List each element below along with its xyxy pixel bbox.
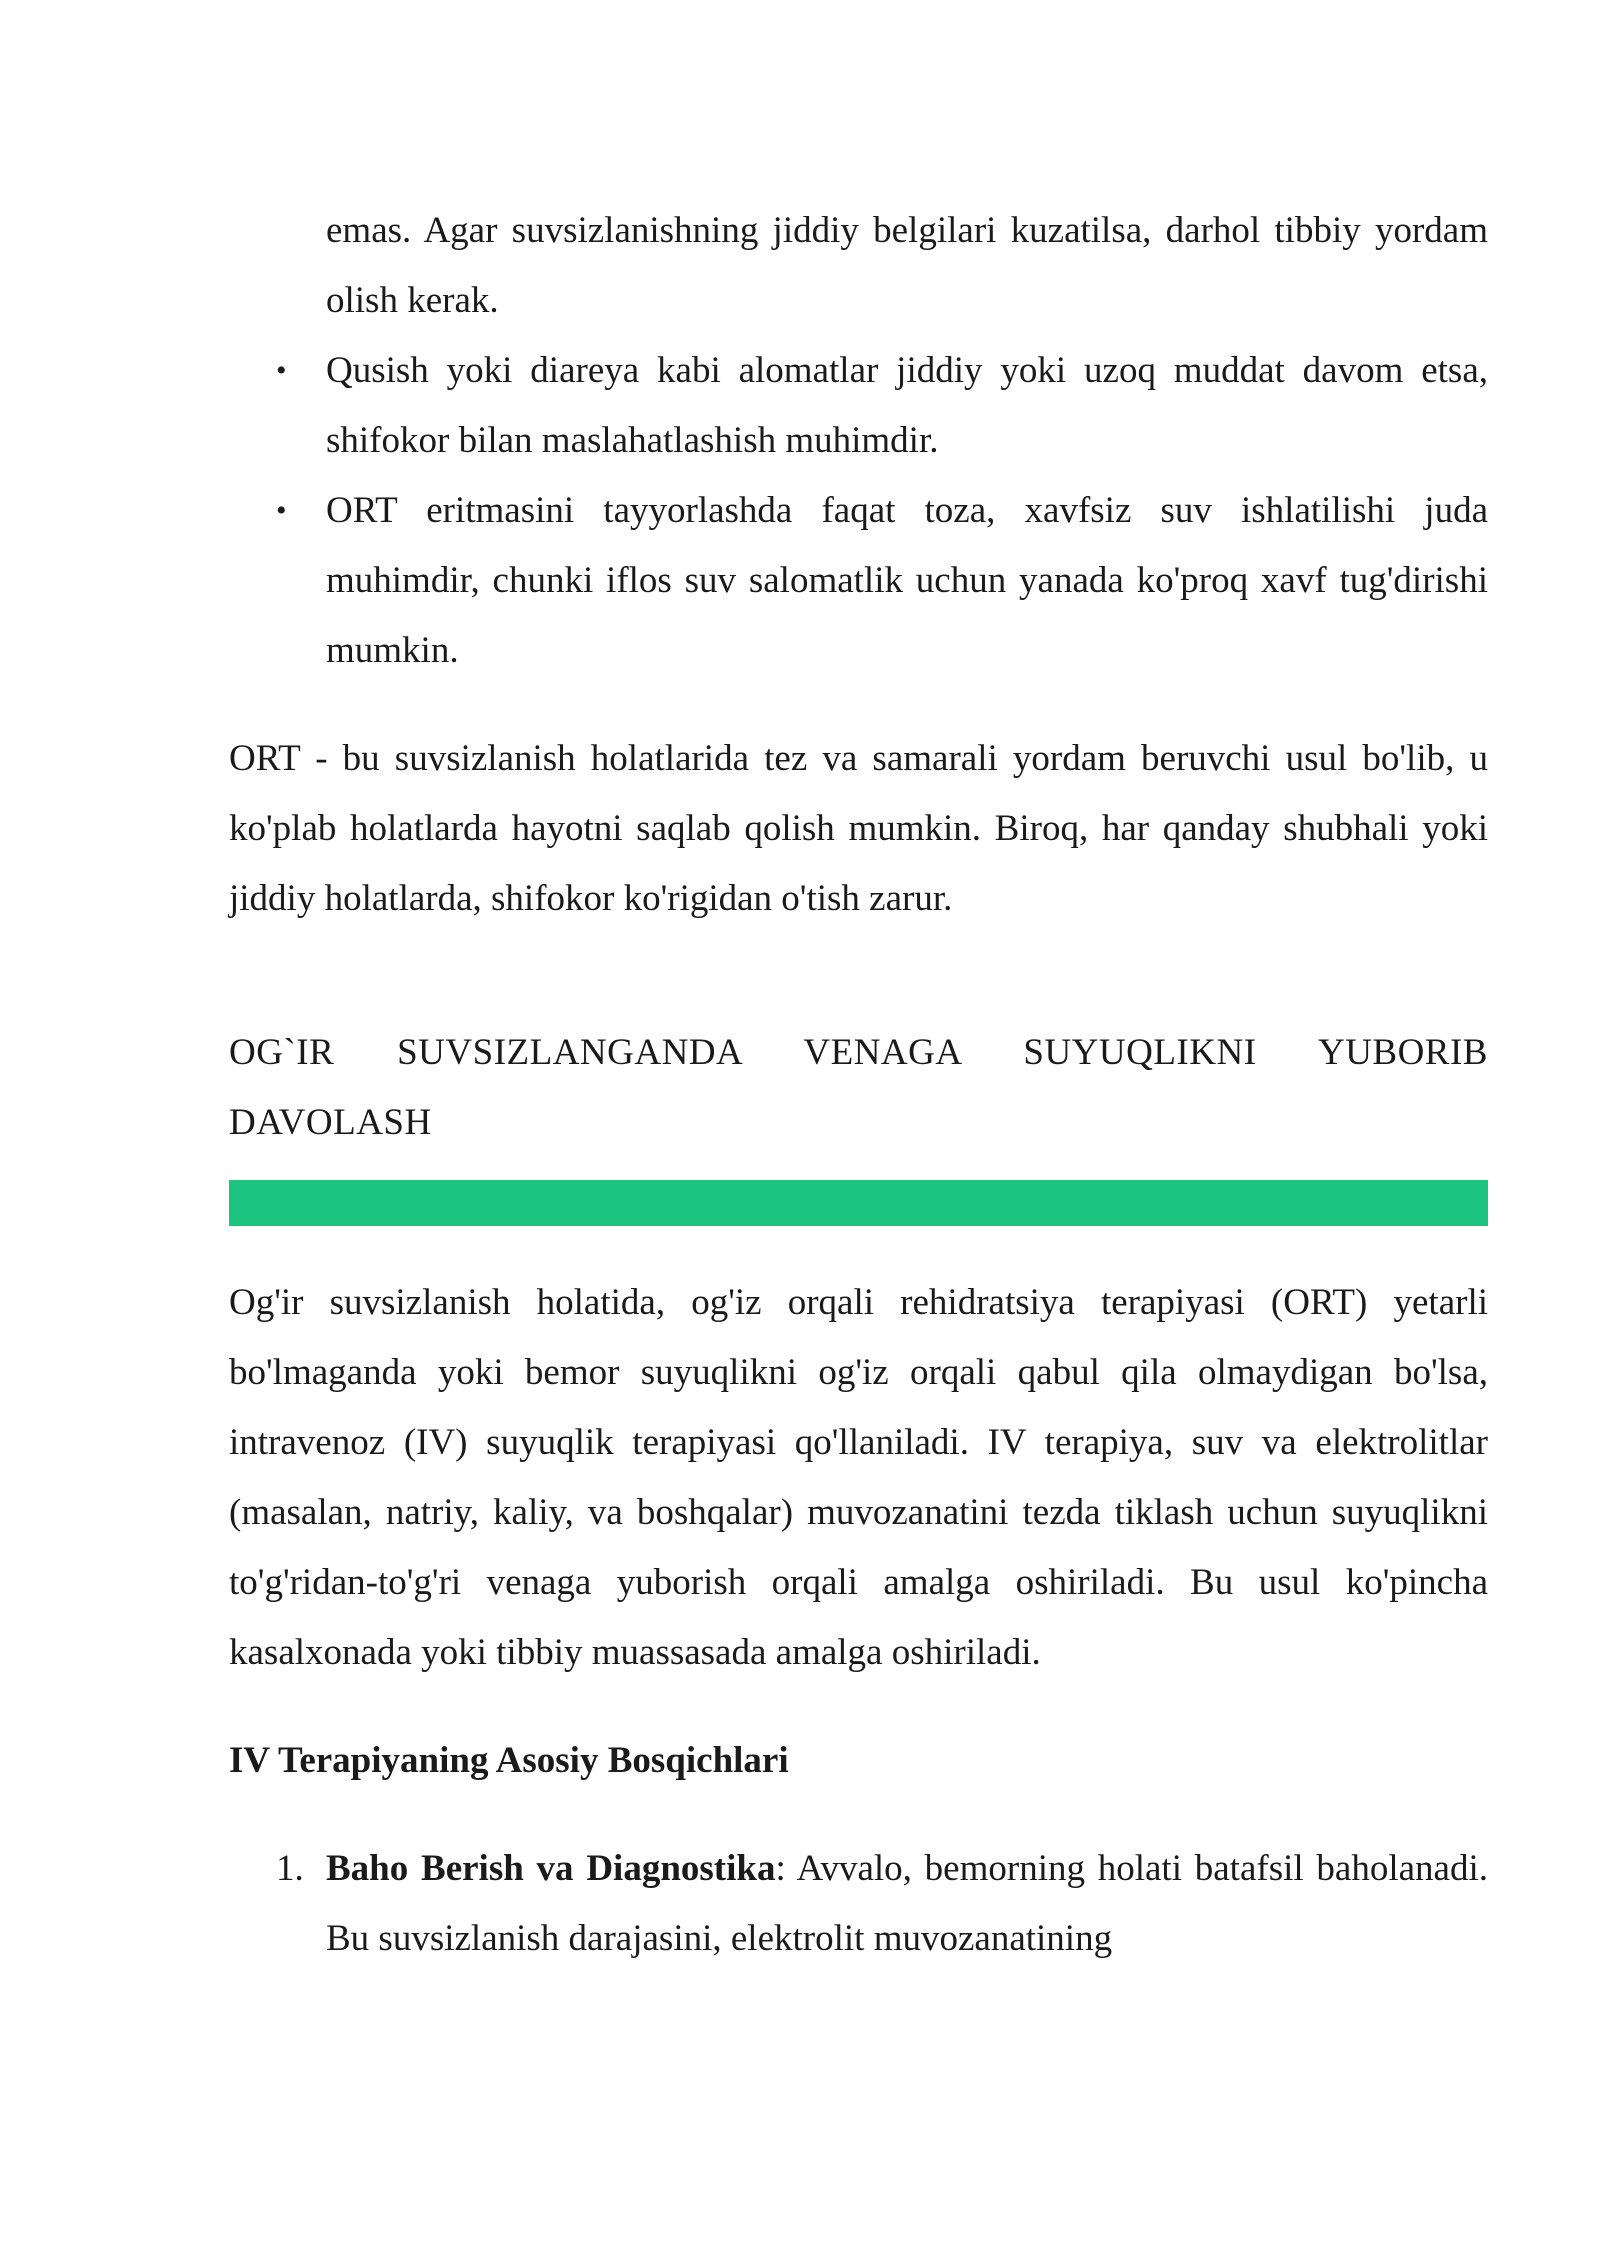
- iv-paragraph: Og'ir suvsizlanish holatida, og'iz orqali rehidratsiya terapiyasi (ORT) yetarli bo'lmaganda yoki bemor suyuqlikni og'iz orqali qabul qila olmaydigan bo'lsa, intravenoz (IV) suyuqlik terapiyasi qo'llaniladi. IV terapiya, suv va elektrolitlar (masalan, natriy, kaliy, va boshqalar) muvozanatini tezda tiklash uchun suyuqlikni to'g'ridan-to'g'ri venaga yuborish orqali amalga oshiriladi. Bu usul ko'pincha kasalxonada yoki tibbiy muassasada amalga oshiriladi.: [229, 1282, 1488, 1673]
- step-text: : Avvalo, bemorning holati batafsil baholanadi. Bu suvsizlanish darajasini, elektrolit muvozanatining: [326, 1848, 1488, 1959]
- continued-text: emas. Agar suvsizlanishning jiddiy belgilari kuzatilsa, darhol tibbiy yordam olish kerak.: [326, 210, 1488, 321]
- bullet-dot-icon: •: [276, 354, 287, 387]
- ort-paragraph: ORT - bu suvsizlanish holatlarida tez va samarali yordam beruvchi usul bo'lib, u ko'plab holatlarda hayotni saqlab qolish mumkin. Biroq, har qanday shubhali yoki jiddiy holatlarda, shifokor ko'rigidan o'tish zarur.: [229, 738, 1488, 919]
- bullet-list: [229, 336, 1488, 686]
- bullet-item: [229, 336, 1488, 476]
- steps-list: [229, 1834, 1488, 1974]
- bullet-item: [229, 476, 1488, 686]
- bullet-text: ORT eritmasini tayyorlashda faqat toza, xavfsiz suv ishlatilishi juda muhimdir, chunki iflos suv salomatlik uchun yanada ko'proq xavf tug'dirishi mumkin.: [326, 490, 1488, 671]
- bullet-dot-icon: •: [276, 494, 287, 527]
- section-heading: OG`IR SUVSIZLANGANDA VENAGA SUYUQLIKNI YUBORIB DAVOLASH: [229, 1032, 1488, 1143]
- step-number: 1.: [276, 1848, 304, 1889]
- bullet-text: Qusish yoki diareya kabi alomatlar jiddiy yoki uzoq muddat davom etsa, shifokor bilan maslahatlashish muhimdir.: [326, 350, 1488, 461]
- step-title: Baho Berish va Diagnostika: [326, 1848, 776, 1889]
- step-item: [229, 1834, 1488, 1974]
- subheading: IV Terapiyaning Asosiy Bosqichlari: [229, 1740, 789, 1781]
- document-page: [229, 196, 1488, 1974]
- accent-divider-bar: [229, 1180, 1488, 1226]
